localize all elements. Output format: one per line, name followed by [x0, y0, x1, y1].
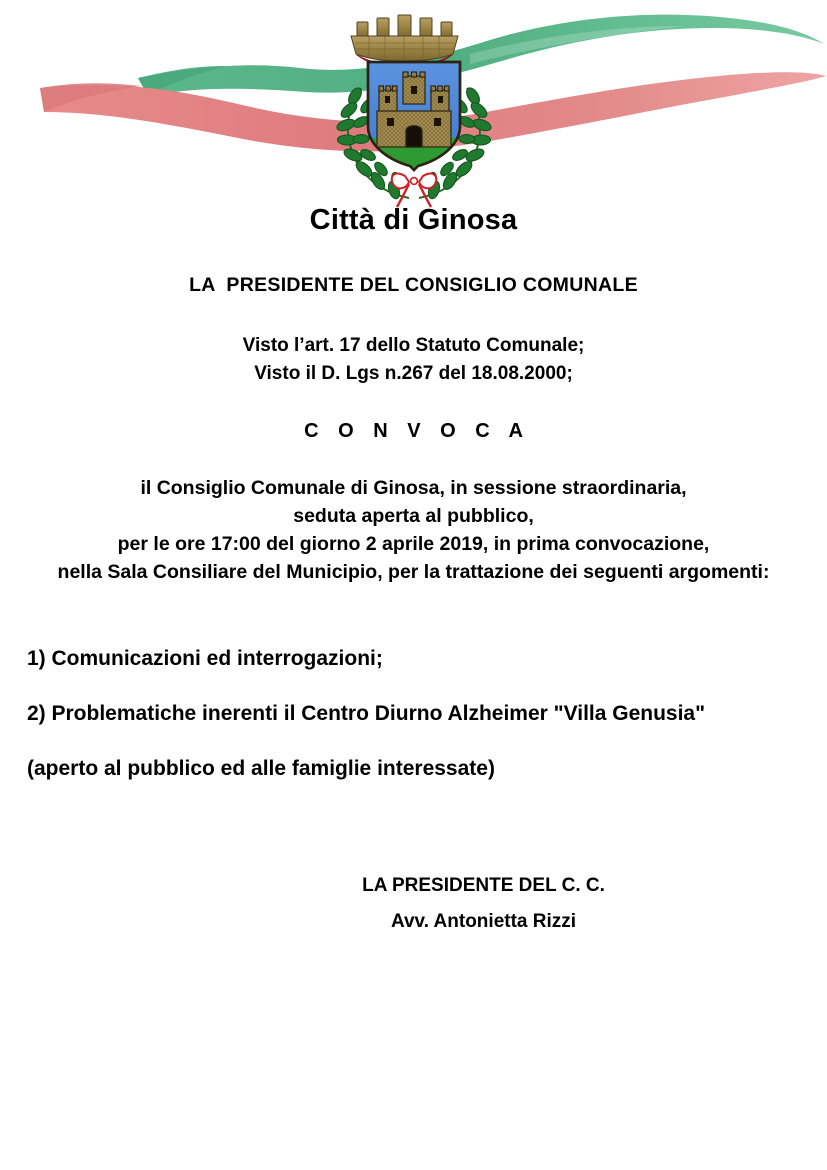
convocation-line-1: il Consiglio Comunale di Ginosa, in sessione straordinaria,	[140, 477, 687, 499]
convocation-line-4: nella Sala Consiliare del Municipio, per la trattazione dei seguenti argomenti:	[57, 561, 770, 583]
coat-of-arms-icon	[321, 14, 507, 210]
agenda-list	[27, 645, 807, 783]
visto-line-2: Visto il D. Lgs n.267 del 18.08.2000;	[254, 363, 573, 384]
convoca-heading: C O N V O C A	[304, 420, 530, 442]
convocation-paragraph	[0, 474, 827, 586]
agenda-note: (aperto al pubblico ed alle famiglie interessate)	[27, 757, 495, 780]
officer-heading: LA PRESIDENTE DEL CONSIGLIO COMUNALE	[189, 274, 638, 296]
signature-name: Avv. Antonietta Rizzi	[390, 911, 577, 932]
city-title: Città di Ginosa	[309, 204, 518, 236]
visto-group	[0, 332, 827, 388]
shield-icon	[366, 62, 464, 174]
signature-block	[0, 868, 827, 940]
visto-line-1: Visto l’art. 17 dello Statuto Comunale;	[242, 335, 585, 356]
convocation-line-3: per le ore 17:00 del giorno 2 aprile 2019, in prima convocazione,	[117, 533, 710, 555]
agenda-item-1: 1) Comunicazioni ed interrogazioni;	[27, 647, 383, 670]
signature-role: LA PRESIDENTE DEL C. C.	[362, 875, 605, 896]
agenda-item-2: 2) Problematiche inerenti il Centro Diurno Alzheimer "Villa Genusia"	[27, 702, 706, 725]
document-body	[0, 272, 827, 586]
convocation-line-2: seduta aperta al pubblico,	[293, 505, 534, 527]
